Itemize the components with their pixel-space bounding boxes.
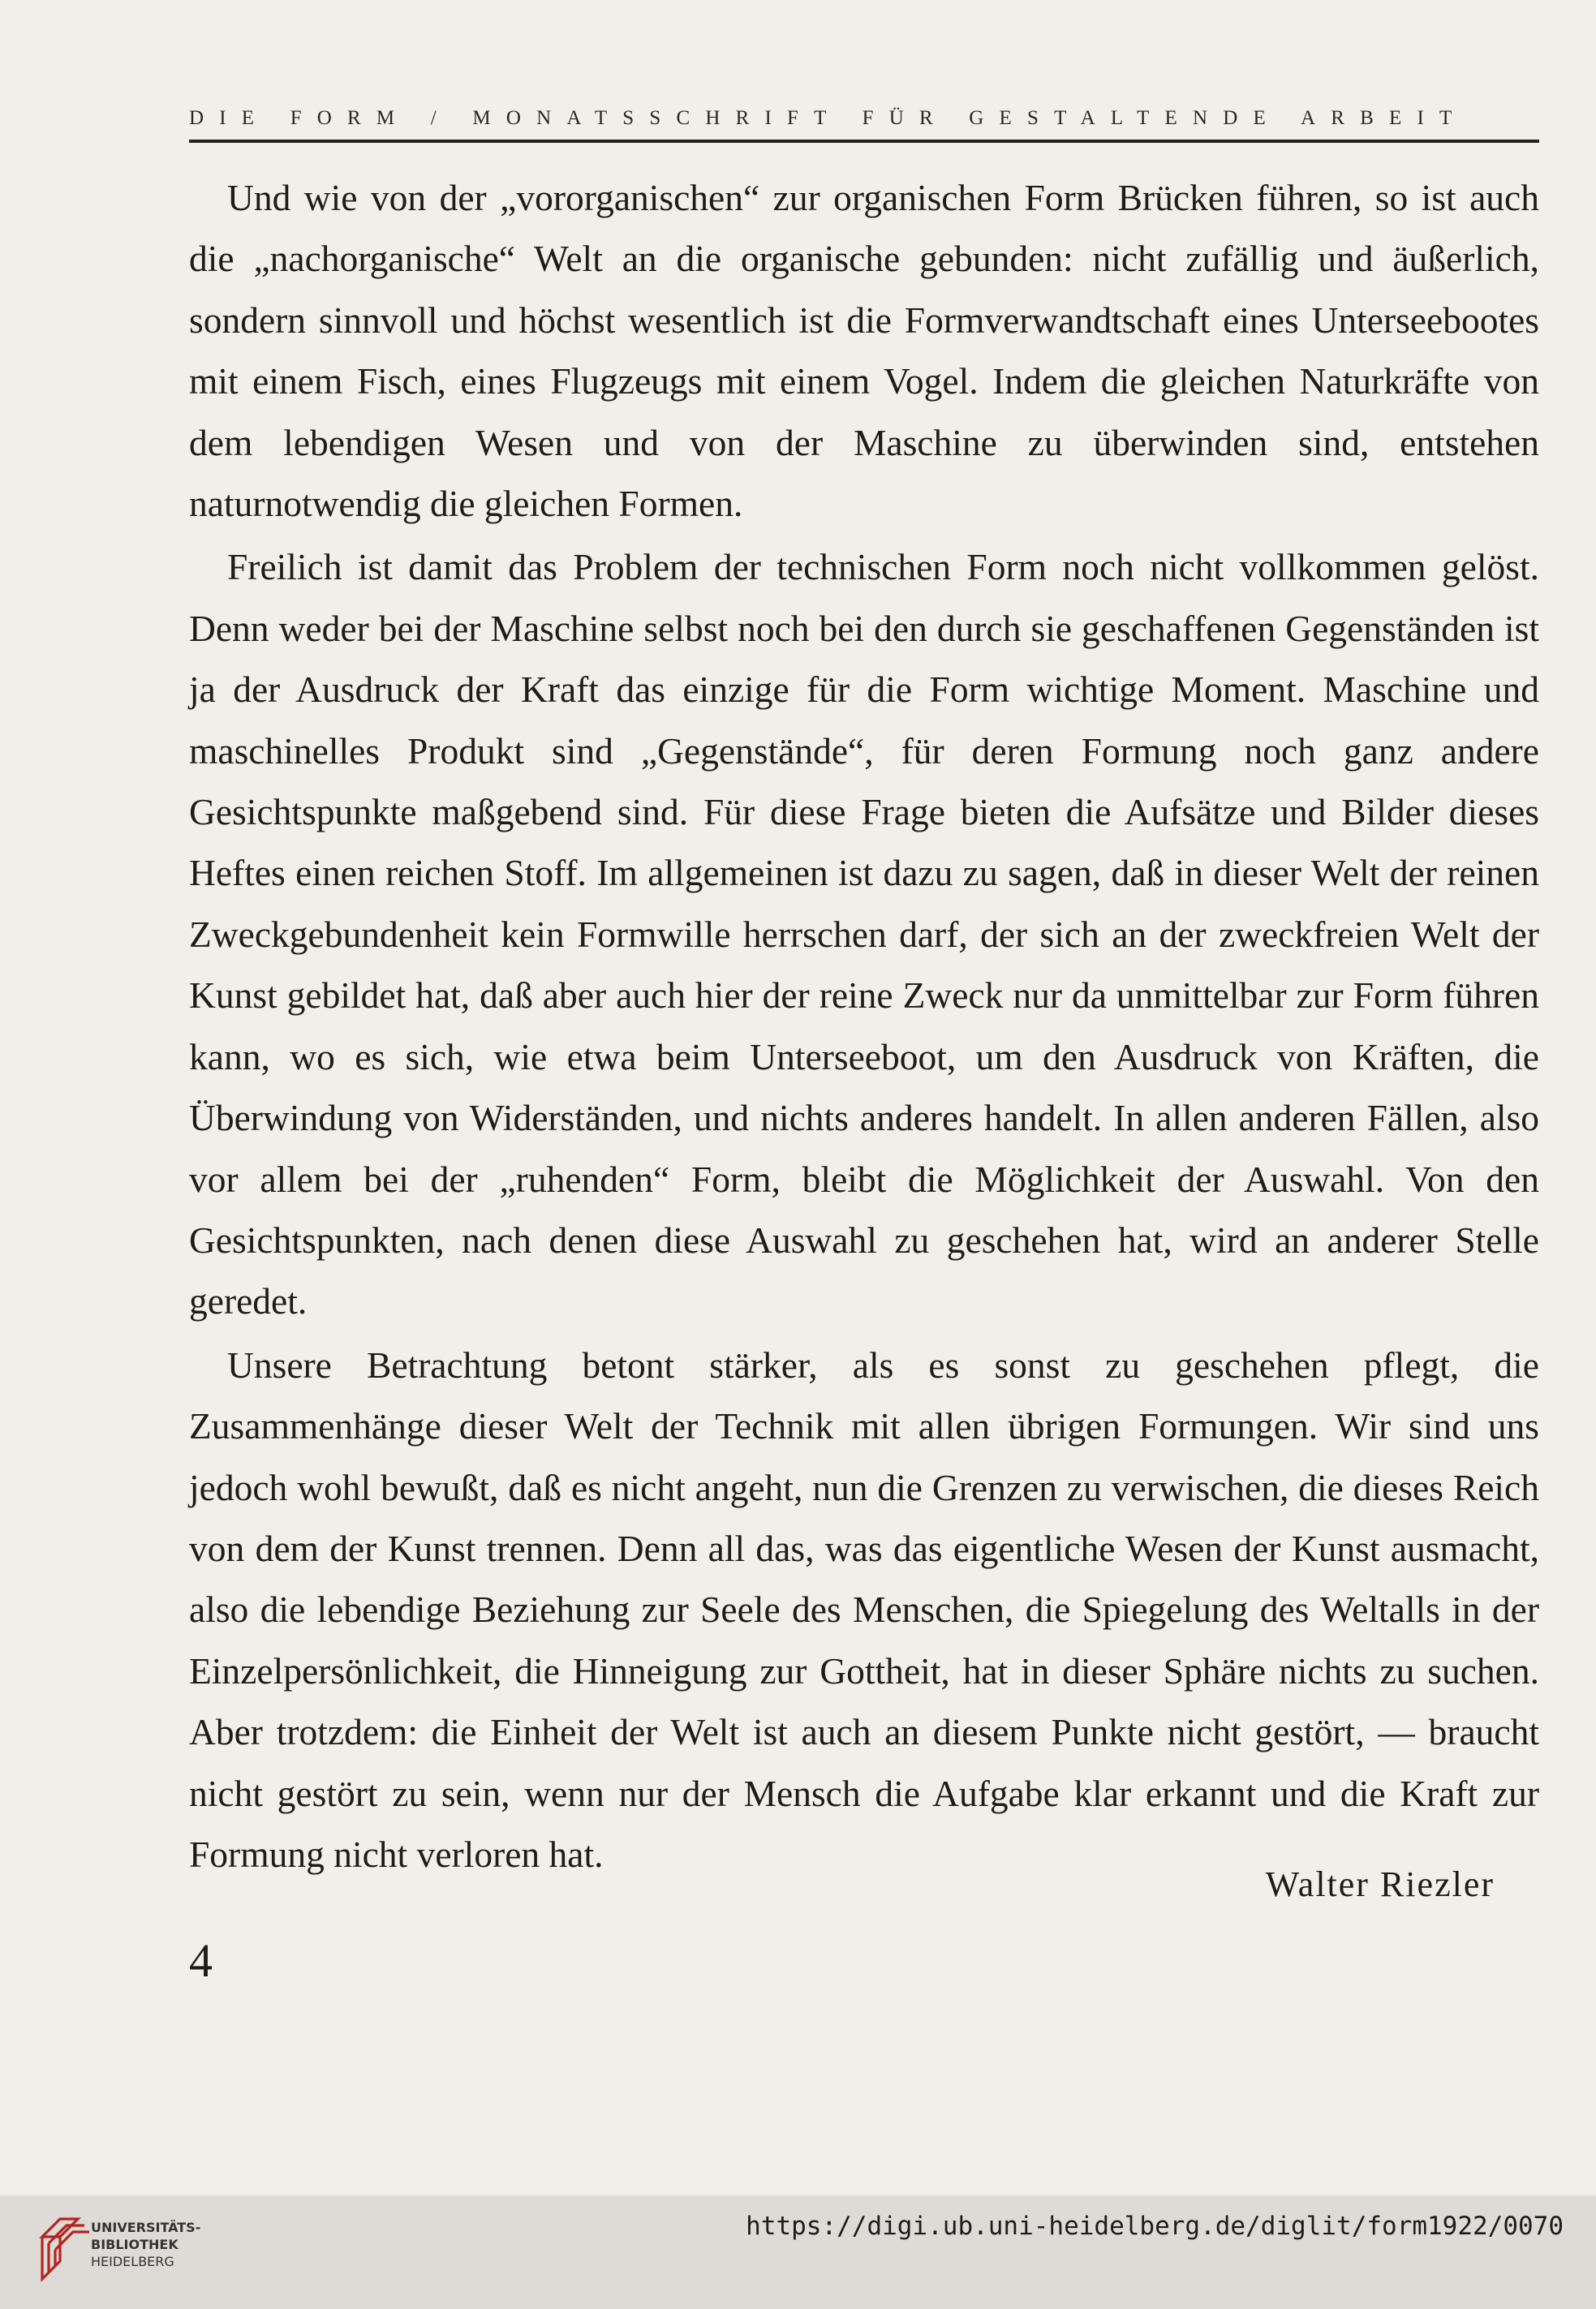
library-name — [91, 2219, 200, 2270]
permalink-url[interactable]: https://digi.ub.uni-heidelberg.de/diglit/form1922/0070 — [746, 2212, 1564, 2241]
library-name-line: UNIVERSITÄTS- — [91, 2220, 201, 2235]
header-rule — [189, 140, 1539, 143]
article-body — [189, 167, 1539, 1887]
page-number: 4 — [189, 1934, 213, 1987]
author-signature: Walter Riezler — [1265, 1864, 1495, 1904]
running-head: DIE FORM / MONATSSCHRIFT FÜR GESTALTENDE ARBEIT — [189, 107, 1468, 129]
library-name-line: BIBLIOTHEK — [91, 2237, 179, 2252]
library-city: HEIDELBERG — [91, 2254, 174, 2269]
paragraph: Unsere Betrachtung betont stärker, als es sonst zu geschehen pflegt, die Zusammenhänge dieser Welt der Technik mit allen übrigen Formungen. Wir sind uns jedoch wohl bewußt, daß es nicht angeht, nun die Grenzen zu verwischen, die dieses Reich von dem der Kunst trennen. Denn all das, was das eigentliche Wesen der Kunst ausmacht, also die lebendige Beziehung zur Seele des Menschen, die Spiegelung des Weltalls in der Einzelpersönlichkeit, die Hinneigung zur Gottheit, hat in dieser Sphäre nichts zu suchen. Aber trotzdem: die Einheit der Welt ist auch an diesem Punkte nicht gestört, — braucht nicht gestört zu sein, wenn nur der Mensch die Aufgabe klar erkannt und die Kraft zur Formung nicht verloren hat. — [189, 1344, 1539, 1875]
paragraph: Und wie von der „vororganischen“ zur organischen Form Brücken führen, so ist auch die „nachorganische“ Welt an die organische gebunden: nicht zufällig und äußerlich, sondern sinnvoll und höchst wesentlich ist die Formverwandtschaft eines Unterseebootes mit einem Fisch, eines Flugzeugs mit einem Vogel. Indem die gleichen Naturkräfte von dem lebendigen Wesen und von der Maschine zu überwinden sind, entstehen naturnotwendig die gleichen Formen. — [189, 177, 1539, 525]
paragraph: Freilich ist damit das Problem der technischen Form noch nicht vollkommen gelöst. Denn weder bei der Maschine selbst noch bei den durch sie geschaffenen Gegenständen ist ja der Ausdruck der Kraft das einzige für die Form wichtige Moment. Maschine und maschinelles Produkt sind „Gegenstände“, für deren Formung noch ganz andere Gesichtspunkte maßgebend sind. Für diese Frage bieten die Aufsätze und Bilder dieses Heftes einen reichen Stoff. Im allgemeinen ist dazu zu sagen, daß in dieser Welt der reinen Zweckgebundenheit kein Formwille herrschen darf, der sich an der zweckfreien Welt der Kunst gebildet hat, daß aber auch hier der reine Zweck nur da unmittelbar zur Form führen kann, wo es sich, wie etwa beim Unterseeboot, um den Ausdruck von Kräften, die Überwindung von Widerständen, und nichts anderes handelt. In allen anderen Fällen, also vor allem bei der „ruhenden“ Form, bleibt die Möglichkeit der Auswahl. Von den Gesichtspunkten, nach denen diese Auswahl zu geschehen hat, wird an anderer Stelle geredet. — [189, 546, 1539, 1322]
library-logo-icon — [36, 2212, 92, 2285]
